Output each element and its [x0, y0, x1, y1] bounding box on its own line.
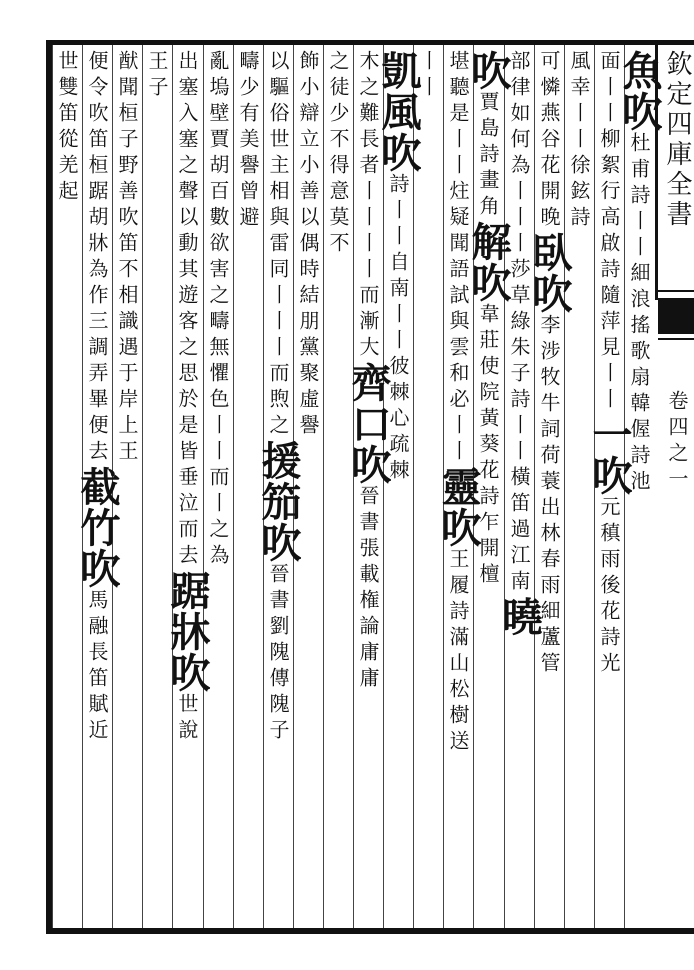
entry-heading: 解吹 [465, 221, 512, 303]
frame-bottom-border [48, 928, 694, 934]
text-column [345, 50, 392, 920]
entry-heading: 靈吹 [435, 466, 482, 548]
entry-note: 王履詩滿山松樹送 [446, 548, 470, 756]
entry-note: 便令吹笛桓踞胡牀為作三調弄畢便去 [85, 50, 109, 466]
entry-note: 賈島詩畫角 [476, 91, 500, 221]
text-column [496, 50, 543, 920]
text-column [142, 50, 172, 920]
text-column [564, 50, 594, 920]
text-column [323, 50, 353, 920]
entry-heading: 臥吹 [526, 232, 573, 314]
entry-heading: 曉 [496, 596, 543, 637]
entry-note: 丨丨 [416, 50, 440, 102]
entry-note: 晉書劉隗傳隗子 [266, 563, 290, 745]
entry-note: 世雙笛從羌起 [55, 50, 79, 206]
entry-note: 疇少有美譽曾避 [236, 50, 260, 232]
entry-note: 王子 [145, 50, 169, 102]
fold-mark-line [658, 290, 694, 292]
entry-note: 可憐燕谷花開晚 [537, 50, 561, 232]
entry-note: 炷疑聞語試與雲和必丨丨 [446, 180, 470, 466]
entry-note: 猷聞桓子野善吹笛不相識遇于岸上王 [115, 50, 139, 466]
entry-note: 飾小辯立小善以偶時結朋黨聚虛譽 [296, 50, 320, 440]
fold-mark-line [658, 338, 694, 340]
entry-heading: 齊口吹 [345, 362, 392, 485]
entry-note: 以驅俗世主相與雷同丨丨丨而煦之 [266, 50, 290, 440]
entry-note: 丨莎草綠朱子詩丨丨橫笛過江南 [507, 232, 531, 596]
entry-note: 堪聽是丨丨 [446, 50, 470, 180]
entry-note: 風幸丨丨 [567, 50, 591, 154]
text-column [164, 50, 211, 920]
entry-note: 面丨丨柳絮行高啟詩隨萍見丨丨 [597, 50, 621, 414]
text-column [203, 50, 233, 920]
text-column [435, 50, 482, 920]
entry-note: 部律如何為丨丨 [507, 50, 531, 232]
text-column [375, 50, 422, 920]
entry-heading: 踞牀吹 [164, 570, 211, 693]
entry-heading: 援笳吹 [255, 440, 302, 563]
entry-note: 之徒少不得意莫不 [326, 50, 350, 258]
text-column [52, 50, 82, 920]
entry-note: 杜甫詩丨丨細浪搖歌扇韓偓詩池 [627, 132, 651, 496]
entry-note: 木之難長者丨丨丨丨而漸大 [356, 50, 380, 362]
entry-note: 出塞入塞之聲以動其遊客之思於是皆垂泣而去 [175, 50, 199, 570]
frame-top-border [48, 40, 694, 45]
entry-note: 世說 [175, 693, 199, 745]
text-column [233, 50, 263, 920]
entry-note: 元稹雨後花詩光 [597, 496, 621, 678]
entry-note: 韋莊使院黃葵花詩乍開檀 [476, 303, 500, 589]
fold-mark-block [658, 298, 694, 334]
entry-note: 徐鉉詩 [567, 154, 591, 232]
entry-heading: 吹 [465, 50, 512, 91]
entry-note: 亂塢壁賈胡百數欲害之疇無懼色丨丨而丨之為 [206, 50, 230, 570]
text-column [255, 50, 302, 920]
book-title: 欽定四庫全書 [662, 50, 692, 230]
entry-note: 詩丨丨自南丨丨彼棘心疏棘 [386, 173, 410, 485]
entry-heading: 截竹吹 [74, 466, 121, 589]
entry-note: 李涉牧牛詞荷蓑出林春雨細蘆管 [537, 314, 561, 678]
volume-label: 卷四之一 [665, 390, 689, 494]
entry-note: 馬融長笛賦近 [85, 589, 109, 745]
text-column [74, 50, 121, 920]
entry-heading: 一吹 [586, 414, 633, 496]
text-column [413, 50, 443, 920]
entry-note: 晉書張載権論庸庸 [356, 485, 380, 693]
text-column [526, 50, 573, 920]
entry-heading: 凱風吹 [375, 50, 422, 173]
text-column [586, 50, 633, 920]
entry-heading: 魚吹 [616, 50, 663, 132]
